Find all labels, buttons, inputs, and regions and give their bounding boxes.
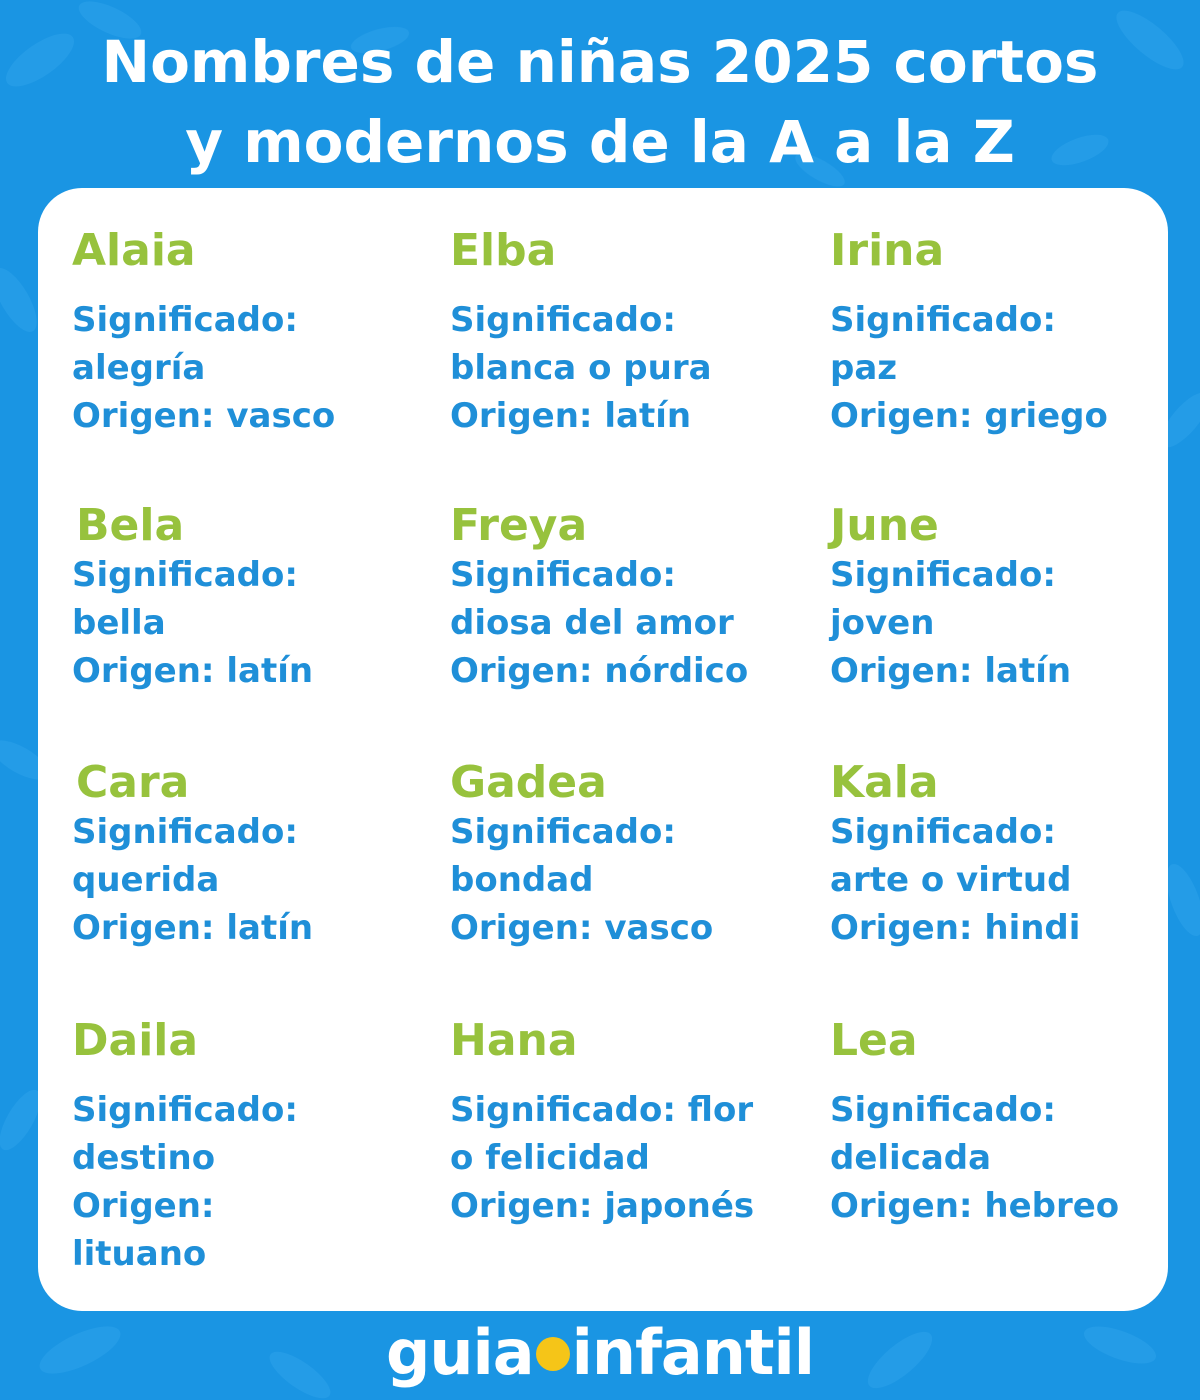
name-entry-cara <box>72 757 436 952</box>
origin-line: Origen: latín <box>830 651 1072 691</box>
origin-line: Origen: <box>72 1186 215 1226</box>
meaning-label: Significado: <box>72 300 298 340</box>
meaning-value: diosa del amor <box>450 603 734 643</box>
names-card <box>38 188 1168 1311</box>
meaning-value: blanca o pura <box>450 348 712 388</box>
logo-text-infantil: infantil <box>571 1316 815 1389</box>
name-entry-daila <box>72 1016 432 1278</box>
meaning-value: querida <box>72 860 220 900</box>
title-line-2: y modernos de la A a la Z <box>185 108 1015 176</box>
origin-line: Origen: vasco <box>72 396 336 436</box>
origin-line: Origen: griego <box>830 396 1108 436</box>
name-entry-irina <box>830 226 1190 440</box>
name-title: Cara <box>76 757 190 808</box>
meaning-label: Significado: <box>830 555 1056 595</box>
name-title: Lea <box>830 1015 918 1066</box>
name-title: Bela <box>76 500 185 551</box>
meaning-value: delicada <box>830 1138 992 1178</box>
origin-line: Origen: nórdico <box>450 651 749 691</box>
name-entry-gadea <box>450 758 810 952</box>
meaning-label: Significado: <box>450 300 676 340</box>
name-title: Alaia <box>72 225 196 276</box>
origin-line: Origen: hindi <box>830 908 1081 948</box>
name-entry-freya <box>450 501 810 695</box>
name-title: Freya <box>450 500 588 551</box>
logo-text-guia: guia <box>385 1316 534 1389</box>
meaning-value: bondad <box>450 860 594 900</box>
meaning-line-2: o felicidad <box>450 1138 650 1178</box>
origin-line: Origen: vasco <box>450 908 714 948</box>
meaning-label: Significado: <box>830 300 1056 340</box>
name-title: Gadea <box>450 757 607 808</box>
name-title: Elba <box>450 225 557 276</box>
origin-line: Origen: latín <box>450 396 692 436</box>
meaning-label: Significado: <box>830 812 1056 852</box>
name-entry-bela <box>72 500 436 695</box>
title-line-1: Nombres de niñas 2025 cortos <box>101 28 1099 96</box>
origin-value: lituano <box>72 1234 207 1274</box>
meaning-label: Significado: <box>450 812 676 852</box>
origin-line: Origen: japonés <box>450 1186 755 1226</box>
guiainfantil-logo <box>0 1318 1200 1388</box>
name-title: Kala <box>830 757 939 808</box>
meaning-value: alegría <box>72 348 206 388</box>
meaning-label: Significado: <box>450 555 676 595</box>
meaning-value: joven <box>830 603 935 643</box>
page-title <box>0 22 1200 182</box>
name-entry-alaia <box>72 226 432 440</box>
meaning-value: arte o virtud <box>830 860 1072 900</box>
name-entry-lea <box>830 1016 1190 1230</box>
meaning-line-1: Significado: flor <box>450 1090 754 1130</box>
meaning-value: bella <box>72 603 166 643</box>
origin-line: Origen: latín <box>72 651 314 691</box>
name-entry-elba <box>450 226 810 440</box>
origin-line: Origen: latín <box>72 908 314 948</box>
name-entry-hana <box>450 1016 810 1230</box>
name-title: Irina <box>830 225 945 276</box>
meaning-value: destino <box>72 1138 216 1178</box>
logo-dot-icon <box>536 1337 570 1371</box>
meaning-value: paz <box>830 348 898 388</box>
meaning-label: Significado: <box>830 1090 1056 1130</box>
name-title: June <box>830 500 939 551</box>
name-entry-kala <box>830 758 1190 952</box>
meaning-label: Significado: <box>72 812 298 852</box>
name-title: Daila <box>72 1015 199 1066</box>
name-entry-june <box>830 501 1190 695</box>
name-title: Hana <box>450 1015 578 1066</box>
meaning-label: Significado: <box>72 555 298 595</box>
origin-line: Origen: hebreo <box>830 1186 1120 1226</box>
meaning-label: Significado: <box>72 1090 298 1130</box>
